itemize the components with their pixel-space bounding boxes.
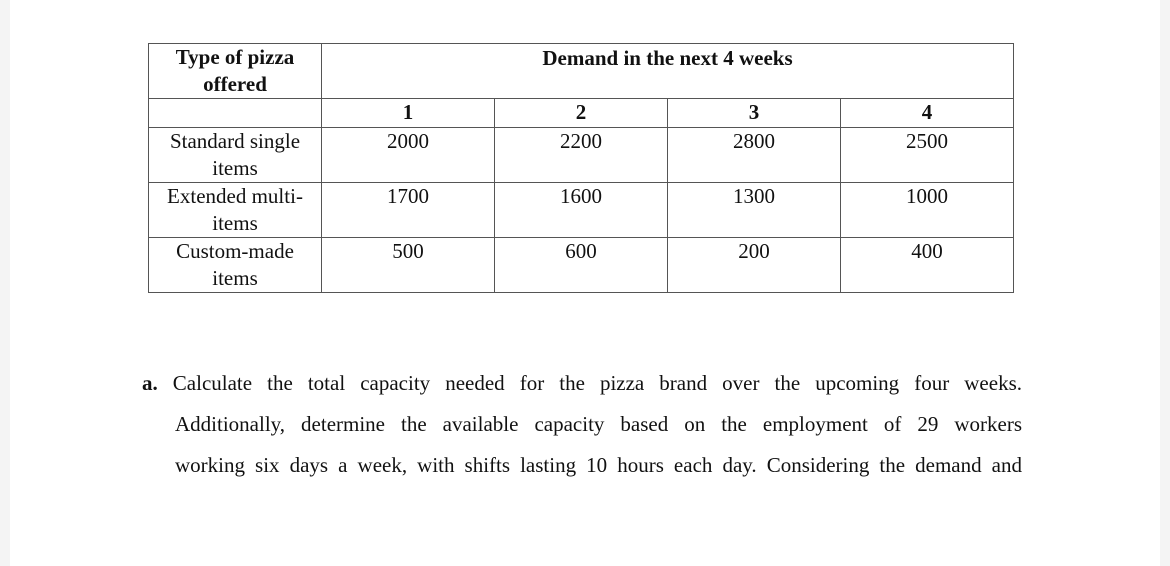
header-pizza-type xyxy=(149,44,322,99)
row-type-line2: items xyxy=(212,156,258,180)
cell-value: 1600 xyxy=(495,183,668,238)
row-type-line1: Custom-made xyxy=(176,239,294,263)
week-3-header: 3 xyxy=(668,99,841,128)
weeks-row xyxy=(149,99,1014,128)
cell-value: 200 xyxy=(668,238,841,293)
header-pizza-type-line2: offered xyxy=(203,72,267,96)
row-type-line1: Extended multi- xyxy=(167,184,303,208)
week-2-header: 2 xyxy=(495,99,668,128)
row-type-standard xyxy=(149,128,322,183)
cell-value: 1300 xyxy=(668,183,841,238)
header-demand: Demand in the next 4 weeks xyxy=(322,44,1014,99)
cell-value: 1700 xyxy=(322,183,495,238)
table-row xyxy=(149,238,1014,293)
table-row xyxy=(149,183,1014,238)
table-row xyxy=(149,128,1014,183)
cell-value: 400 xyxy=(841,238,1014,293)
row-type-custom xyxy=(149,238,322,293)
weeks-empty-cell xyxy=(149,99,322,128)
cell-value: 600 xyxy=(495,238,668,293)
row-type-extended xyxy=(149,183,322,238)
cell-value: 2500 xyxy=(841,128,1014,183)
week-4-header: 4 xyxy=(841,99,1014,128)
week-1-header: 1 xyxy=(322,99,495,128)
cell-value: 2800 xyxy=(668,128,841,183)
question-line-3: working six days a week, with shifts lasting 10 hours each day. Considering the demand and xyxy=(175,453,1022,477)
cell-value: 2200 xyxy=(495,128,668,183)
question-line-1-text: Calculate the total capacity needed for the pizza brand over the upcoming four weeks. xyxy=(172,371,1022,395)
header-pizza-type-line1: Type of pizza xyxy=(175,45,295,69)
question-label: a. xyxy=(142,371,158,395)
question-line-2: Additionally, determine the available capacity based on the employment of 29 workers xyxy=(175,412,1022,436)
row-type-line1: Standard single xyxy=(169,129,301,153)
question-line-1 xyxy=(142,363,1022,404)
cell-value: 500 xyxy=(322,238,495,293)
document-page xyxy=(10,0,1160,566)
table-header-row xyxy=(149,44,1014,99)
question-paragraph xyxy=(142,363,1022,486)
demand-table xyxy=(148,43,1014,293)
row-type-line2: items xyxy=(212,211,258,235)
cell-value: 1000 xyxy=(841,183,1014,238)
cell-value: 2000 xyxy=(322,128,495,183)
row-type-line2: items xyxy=(212,266,258,290)
